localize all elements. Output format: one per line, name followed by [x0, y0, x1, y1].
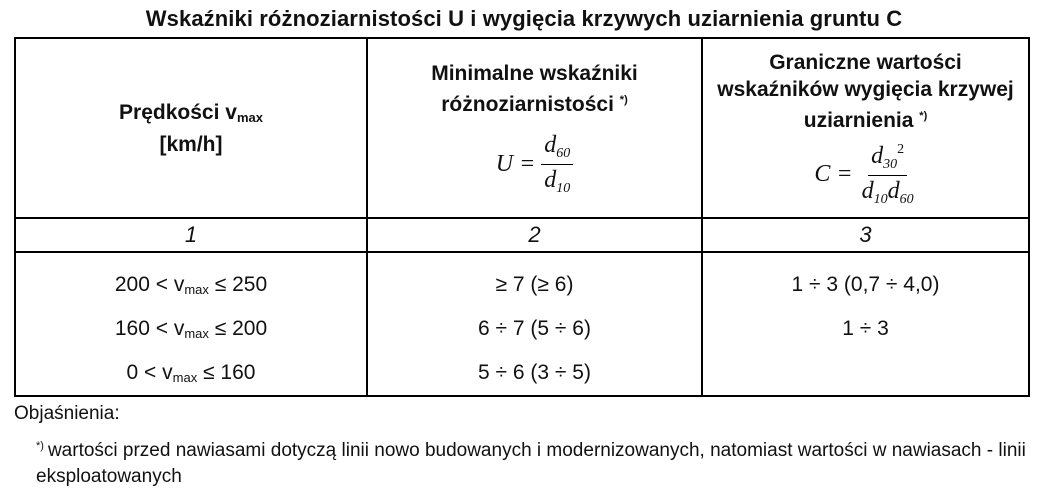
notes: [14, 403, 1034, 490]
u-value-cell: 6 ÷ 7 (5 ÷ 6): [367, 307, 702, 351]
header-c-mark: *): [919, 109, 928, 122]
u-value-cell: 5 ÷ 6 (3 ÷ 5): [367, 351, 702, 396]
header-row: [15, 38, 1029, 218]
speed-range-bound: ≤ 200: [208, 317, 268, 340]
speed-range-bound: ≤ 250: [208, 273, 268, 296]
table-title: Wskaźniki różnoziarnistości U i wygięcia krzywych uziarnienia gruntu C: [145, 6, 903, 31]
speed-range-bound: ≤ 160: [197, 361, 256, 384]
header-speed-sub: max: [236, 109, 263, 125]
formula-c: [814, 142, 916, 208]
c-value-cell: [702, 351, 1029, 396]
formula-u: [496, 132, 574, 197]
speed-range-sub: max: [184, 282, 209, 297]
header-speed-unit: [km/h]: [159, 132, 223, 156]
table-row: [15, 307, 1029, 351]
speed-range-text: 160 < v: [114, 317, 185, 340]
speed-range-cell: [15, 351, 367, 396]
formula-c-den-a: d: [861, 177, 874, 204]
notes-mark: *): [36, 440, 44, 452]
column-number: 3: [702, 218, 1029, 252]
formula-u-num: d: [544, 131, 557, 158]
table-row: [15, 252, 1029, 307]
formula-c-lhs: C =: [814, 161, 853, 187]
header-u-line2: różnoziarnistości: [441, 92, 614, 116]
notes-text: wartości przed nawiasami dotyczą linii nowo budowanych i modernizowanych, natomiast wartości w nawiasach - linii eksploatowanych: [36, 440, 1026, 487]
formula-u-den: d: [544, 166, 557, 193]
notes-heading: Objaśnienia:: [14, 403, 120, 424]
speed-range-text: 0 < v: [126, 361, 173, 384]
formula-c-den-b-sub: 60: [899, 191, 914, 207]
column-number-row: [15, 218, 1029, 252]
header-speed: [15, 38, 367, 218]
header-c-line3: uziarnienia: [803, 108, 914, 132]
column-number: 1: [15, 218, 367, 252]
column-number: 2: [367, 218, 702, 252]
formula-c-den-a-sub: 10: [873, 191, 888, 207]
header-c: [702, 38, 1029, 218]
notes-line: [14, 433, 1034, 490]
speed-range-text: 200 < v: [114, 273, 185, 296]
c-value-cell: 1 ÷ 3: [702, 307, 1029, 351]
formula-u-lhs: U =: [495, 150, 536, 177]
header-c-line1: Graniczne wartości: [769, 50, 962, 74]
formula-c-num: d: [871, 142, 884, 169]
c-value-cell: 1 ÷ 3 (0,7 ÷ 4,0): [702, 252, 1029, 307]
header-u: [367, 38, 702, 218]
formula-c-num-sub: 30: [883, 156, 898, 172]
header-speed-label: Prędkości v: [119, 100, 237, 124]
header-u-mark: *): [619, 93, 628, 106]
u-value-cell: ≥ 7 (≥ 6): [367, 252, 702, 307]
formula-u-den-sub: 10: [556, 180, 571, 196]
grain-indices-table: [14, 37, 1030, 397]
speed-range-cell: [15, 252, 367, 307]
header-u-line1: Minimalne wskaźniki: [431, 61, 638, 85]
formula-c-den-b: d: [887, 177, 900, 204]
formula-u-num-sub: 60: [556, 145, 571, 161]
speed-range-cell: [15, 307, 367, 351]
formula-c-num-sup: 2: [897, 141, 905, 157]
speed-range-sub: max: [184, 326, 209, 341]
speed-range-sub: max: [172, 370, 198, 385]
table-row: [15, 351, 1029, 396]
header-c-line2: wskaźników wygięcia krzywej: [717, 77, 1014, 101]
